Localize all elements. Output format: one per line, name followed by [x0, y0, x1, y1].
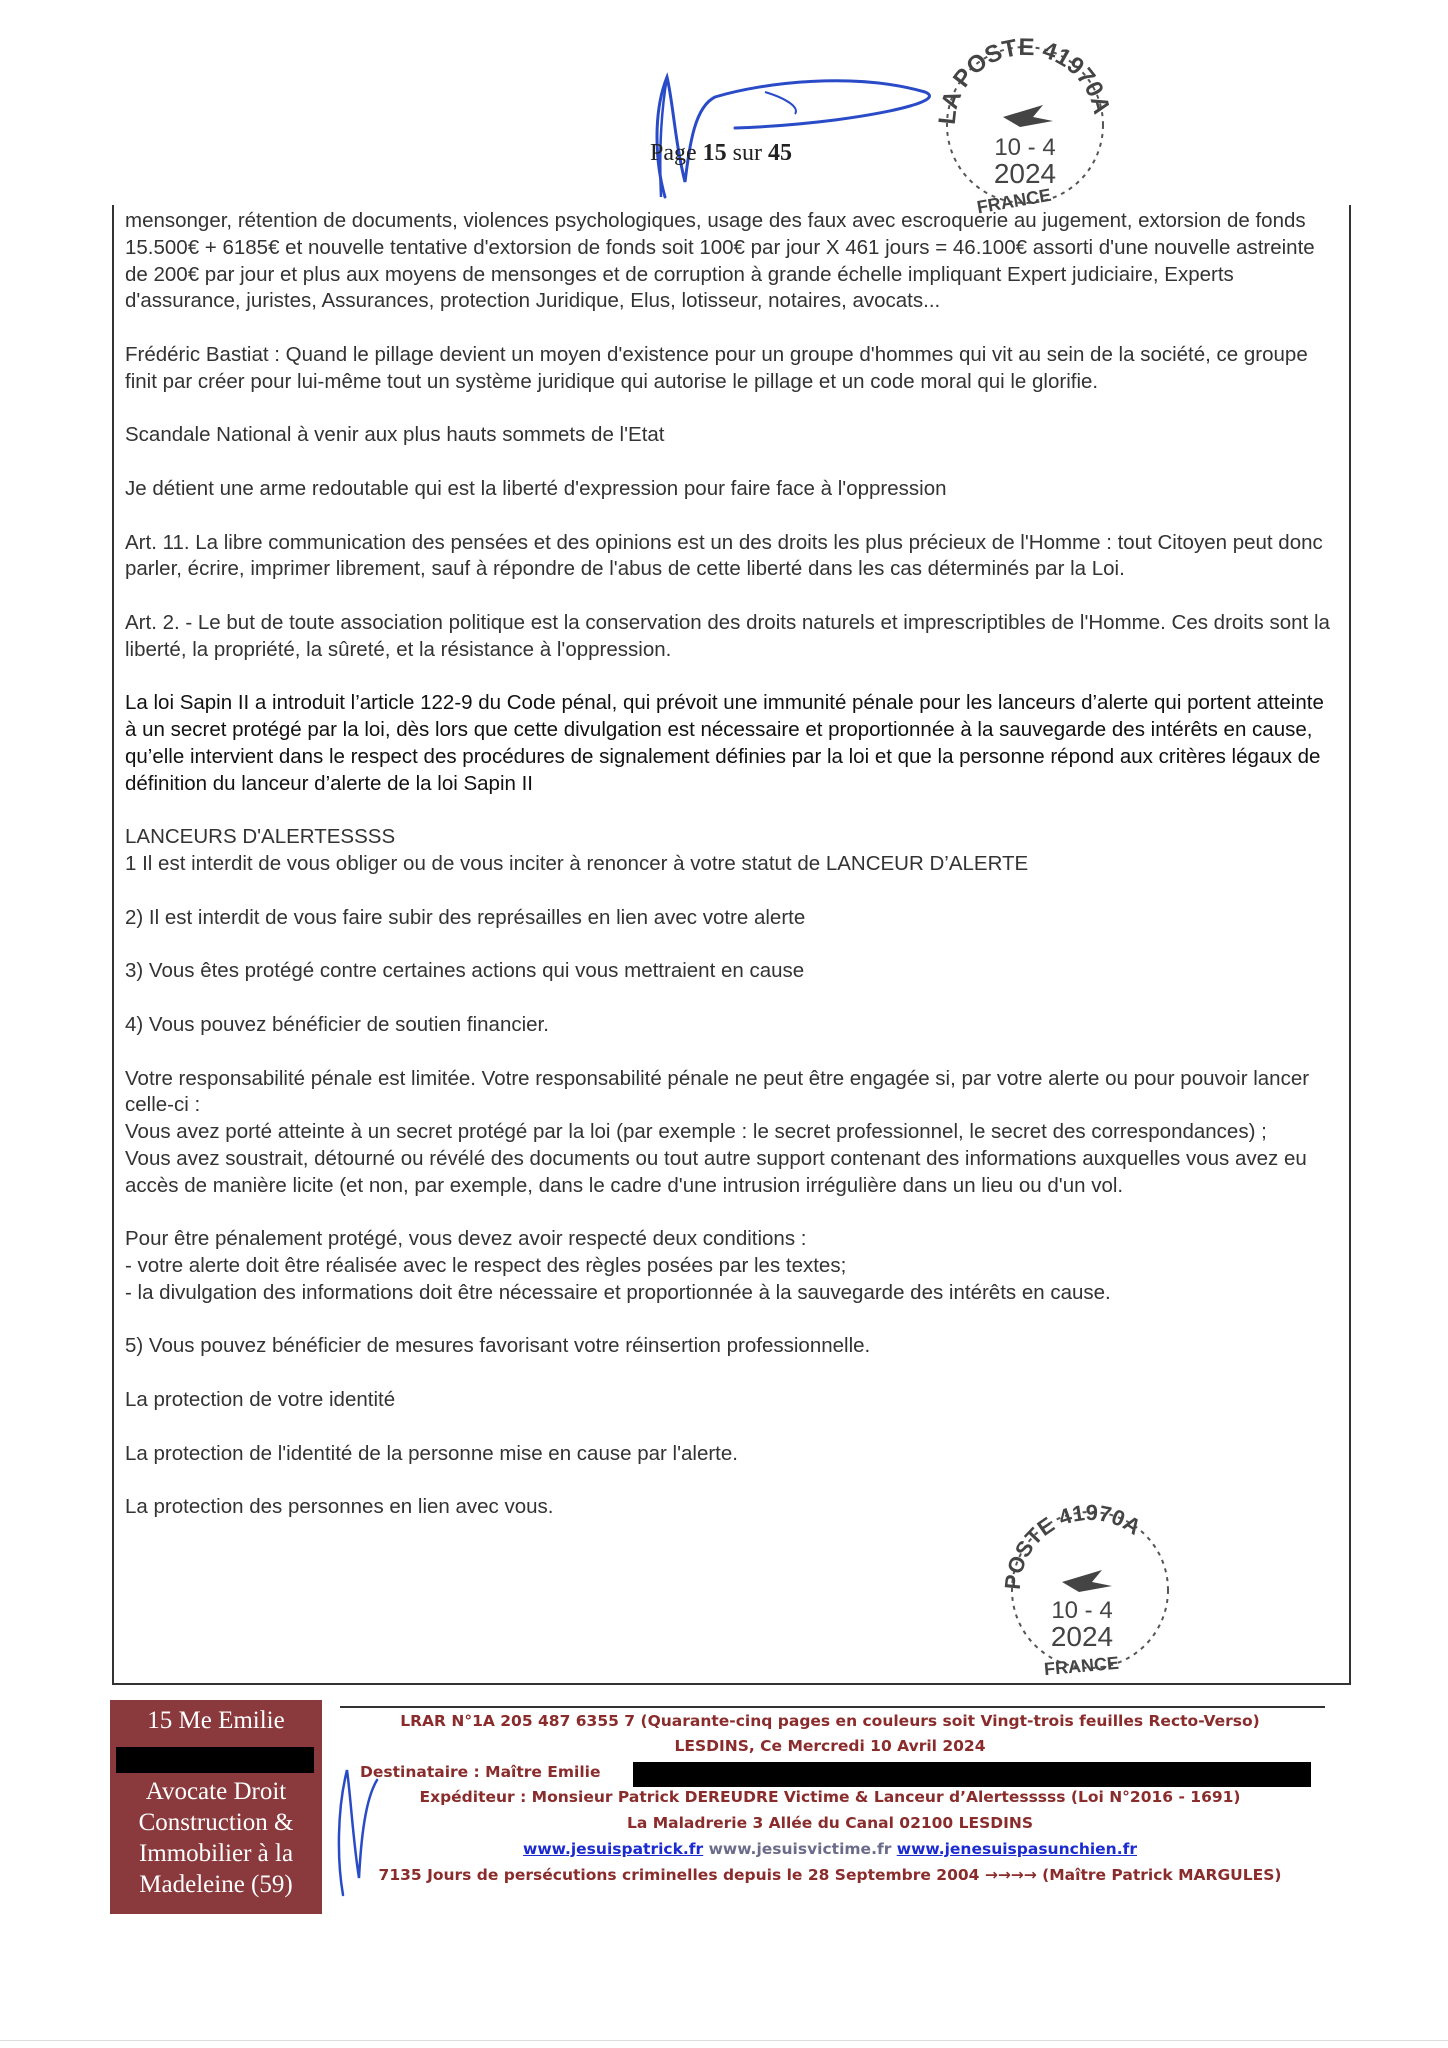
footer-lrar-line: LRAR N°1A 205 487 6355 7 (Quarante-cinq pages en couleurs soit Vingt-trois feuilles Recto-Verso): [400, 1712, 1260, 1730]
paragraph: La protection de votre identité: [125, 1388, 396, 1412]
postmark-stamp-top: [925, 25, 1125, 225]
paragraph: Votre responsabilité pénale est limitée. Votre responsabilité pénale ne peut être engagée si, par votre alerte ou pour pouvoir lancer celle-ci :: [125, 1066, 1310, 1117]
paragraph: Scandale National à venir aux plus hauts sommets de l'Etat: [125, 423, 665, 447]
footer-recipient-name: 15 Me Emilie: [147, 1707, 285, 1734]
paragraph: La protection de l'identité de la personne mise en cause par l'alerte.: [125, 1441, 738, 1465]
list-item: - votre alerte doit être réalisée avec le respect des règles posées par les textes;: [125, 1254, 847, 1278]
footer-date-line: LESDINS, Ce Mercredi 10 Avril 2024: [674, 1737, 986, 1755]
svg-text:POSTE 41970A: POSTE 41970A: [999, 1499, 1146, 1591]
redaction-bar: [633, 1762, 1311, 1787]
signature-footer: [325, 1760, 385, 1900]
svg-text:10 - 4: 10 - 4: [1051, 1597, 1113, 1624]
footer-persecution-line: 7135 Jours de persécutions criminelles depuis le 28 Septembre 2004 →→→→ (Maître Patrick MARGULES): [378, 1866, 1282, 1884]
list-item: 1 Il est interdit de vous obliger ou de vous inciter à renoncer à votre statut de LANCEUR D’ALERTE: [125, 852, 1029, 876]
footer-recipient-role: Avocate Droit Construction & Immobilier à la Madeleine (59): [138, 1778, 294, 1898]
footer-address-line: La Maladrerie 3 Allée du Canal 02100 LESDINS: [626, 1814, 1033, 1832]
link-jenesuispasunchien[interactable]: www.jenesuispasunchien.fr: [896, 1840, 1137, 1858]
footer-divider: [340, 1706, 1325, 1708]
footer-recipient-line: Destinataire : Maître Emilie: [360, 1763, 601, 1781]
article-11: Art. 11. La libre communication des pensées et des opinions est un des droits les plus précieux de l'Homme : tout Citoyen peut donc parler, écrire, imprimer librement, sauf à répondre de l'abus de cette liberté dans les cas déterminés par la Loi.: [125, 530, 1323, 581]
page-edge: [0, 2040, 1448, 2041]
svg-text:10 - 4: 10 - 4: [994, 134, 1056, 161]
footer-sender-line: Expéditeur : Monsieur Patrick DEREUDRE Victime & Lanceur d’Alertesssss (Loi N°2016 - 1691): [419, 1788, 1241, 1806]
document-body: [125, 208, 1337, 1548]
svg-text:FRANCE: FRANCE: [1043, 1652, 1120, 1680]
svg-text:2024: 2024: [993, 158, 1057, 189]
svg-text:2024: 2024: [1050, 1621, 1114, 1652]
quote-bastiat: Frédéric Bastiat : Quand le pillage devient un moyen d'existence pour un groupe d'hommes qui vit au sein de la société, ce groupe finit par créer pour lui-même tout un système juridique qui autorise le pillage et un code moral qui le glorifie.: [125, 342, 1308, 393]
sapin-ii-paragraph: La loi Sapin II a introduit l’article 122-9 du Code pénal, qui prévoit une immunité pénale pour les lanceurs d’alerte qui portent atteinte à un secret protégé par la loi, dès lors que cette divulgation est nécessaire et proportionnée à la sauvegarde des intérêts en cause, qu’elle intervient dans le respect des procédures de signalement définies par la loi et que la personne répond aux critères légaux de définition du lanceur d’alerte de la loi Sapin II: [125, 691, 1324, 795]
footer-links: [330, 1840, 1330, 1858]
paragraph: Vous avez soustrait, détourné ou révélé des documents ou tout autre support contenant des informations auxquelles vous avez eu accès de manière licite (et non, par exemple, dans le cadre d'une intrusion irrégulière dans un lieu ou d'un vol.: [125, 1146, 1307, 1197]
list-item: 3) Vous êtes protégé contre certaines actions qui vous mettraient en cause: [125, 959, 805, 983]
signature-top: [595, 72, 945, 202]
link-jesuisvictime[interactable]: www.jesuisvictime.fr: [708, 1840, 892, 1858]
postmark-stamp-bottom: [990, 1490, 1190, 1690]
page-number: Page 15 sur 45: [650, 140, 792, 166]
svg-text:LA POSTE 41970A: LA POSTE 41970A: [933, 33, 1116, 126]
redaction-bar: [116, 1747, 314, 1773]
list-item: - la divulgation des informations doit être nécessaire et proportionnée à la sauvegarde des intérêts en cause.: [125, 1280, 1111, 1304]
list-item: 4) Vous pouvez bénéficier de soutien financier.: [125, 1012, 549, 1036]
paragraph: Pour être pénalement protégé, vous devez avoir respecté deux conditions :: [125, 1227, 807, 1251]
paragraph: Je détient une arme redoutable qui est la liberté d'expression pour faire face à l'oppression: [125, 476, 947, 500]
paragraph: mensonger, rétention de documents, violences psychologiques, usage des faux avec escroquerie au jugement, extorsion de fonds 15.500€ + 6185€ et nouvelle tentative d'extorsion de fonds soit 100€ par jour X 461 jours = 46.100€ assorti d'une nouvelle astreinte de 200€ par jour et plus aux moyens de mensonges et de corruption à grande échelle impliquant Expert judiciaire, Experts d'assurance, juristes, Assurances, protection Juridique, Elus, lotisseur, notaires, avocats...: [125, 209, 1315, 313]
list-item: 5) Vous pouvez bénéficier de mesures favorisant votre réinsertion professionnelle.: [125, 1334, 871, 1358]
section-heading: LANCEURS D'ALERTESSSS: [125, 825, 396, 849]
article-2: Art. 2. - Le but de toute association politique est la conservation des droits naturels et imprescriptibles de l'Homme. Ces droits sont la liberté, la propriété, la sûreté, et la résistance à l'oppression.: [125, 610, 1330, 661]
paragraph: La protection des personnes en lien avec vous.: [125, 1495, 554, 1519]
paragraph: Vous avez porté atteinte à un secret protégé par la loi (par exemple : le secret professionnel, le secret des correspondances) ;: [125, 1120, 1267, 1144]
link-jesuispatrick[interactable]: www.jesuispatrick.fr: [523, 1840, 704, 1858]
svg-text:FRANCE: FRANCE: [975, 184, 1053, 218]
list-item: 2) Il est interdit de vous faire subir des représailles en lien avec votre alerte: [125, 905, 806, 929]
